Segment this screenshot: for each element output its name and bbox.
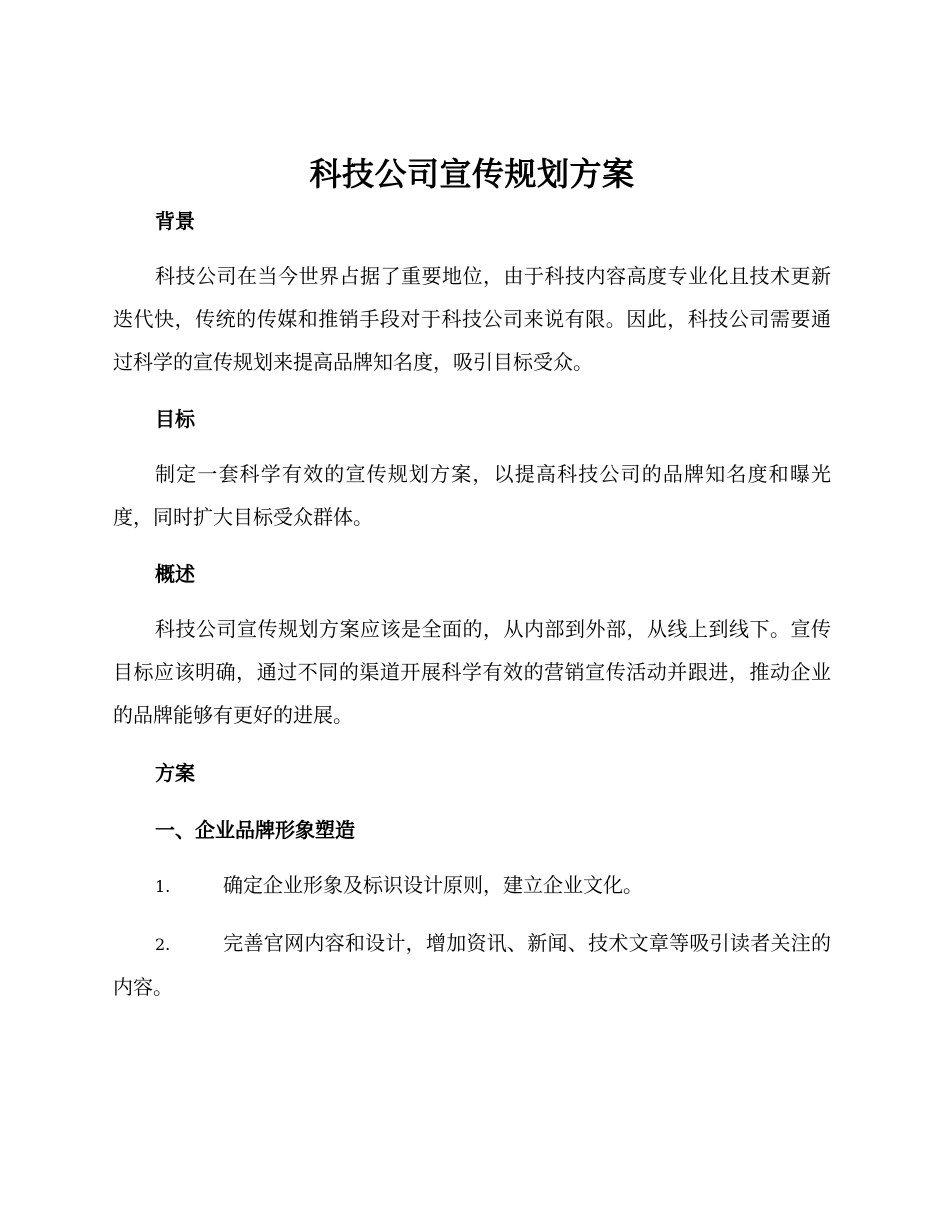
section-heading-goal: 目标 — [155, 407, 195, 431]
document-content — [113, 150, 831, 1009]
list-item-text: 完善官网内容和设计，增加资讯、新闻、技术文章等吸引读者关注的内容。 — [113, 931, 831, 999]
section-heading-plan: 方案 — [155, 761, 195, 785]
list-item — [113, 922, 831, 1009]
list-item-text: 确定企业形象及标识设计原则，建立企业文化。 — [223, 873, 643, 897]
section-heading-overview: 概述 — [155, 562, 195, 586]
document-title: 科技公司宣传规划方案 — [309, 155, 635, 193]
paragraph-overview: 科技公司宣传规划方案应该是全面的，从内部到外部，从线上到线下。宣传目标应该明确，通过不同的渠道开展科学有效的营销宣传活动并跟进，推动企业的品牌能够有更好的进展。 — [113, 617, 831, 727]
list-item-number: 1. — [155, 877, 171, 896]
section-heading-background: 背景 — [155, 209, 195, 233]
list-item-number: 2. — [155, 935, 171, 954]
paragraph-background: 科技公司在当今世界占据了重要地位，由于科技内容高度专业化且技术更新迭代快，传统的传媒和推销手段对于科技公司来说有限。因此，科技公司需要通过科学的宣传规划来提高品牌知名度，吸引目标受众。 — [113, 264, 831, 374]
list-item — [113, 864, 831, 908]
paragraph-goal: 制定一套科学有效的宣传规划方案，以提高科技公司的品牌知名度和曝光度，同时扩大目标受众群体。 — [113, 462, 831, 529]
subsection-heading-brand-image: 一、企业品牌形象塑造 — [155, 818, 355, 842]
